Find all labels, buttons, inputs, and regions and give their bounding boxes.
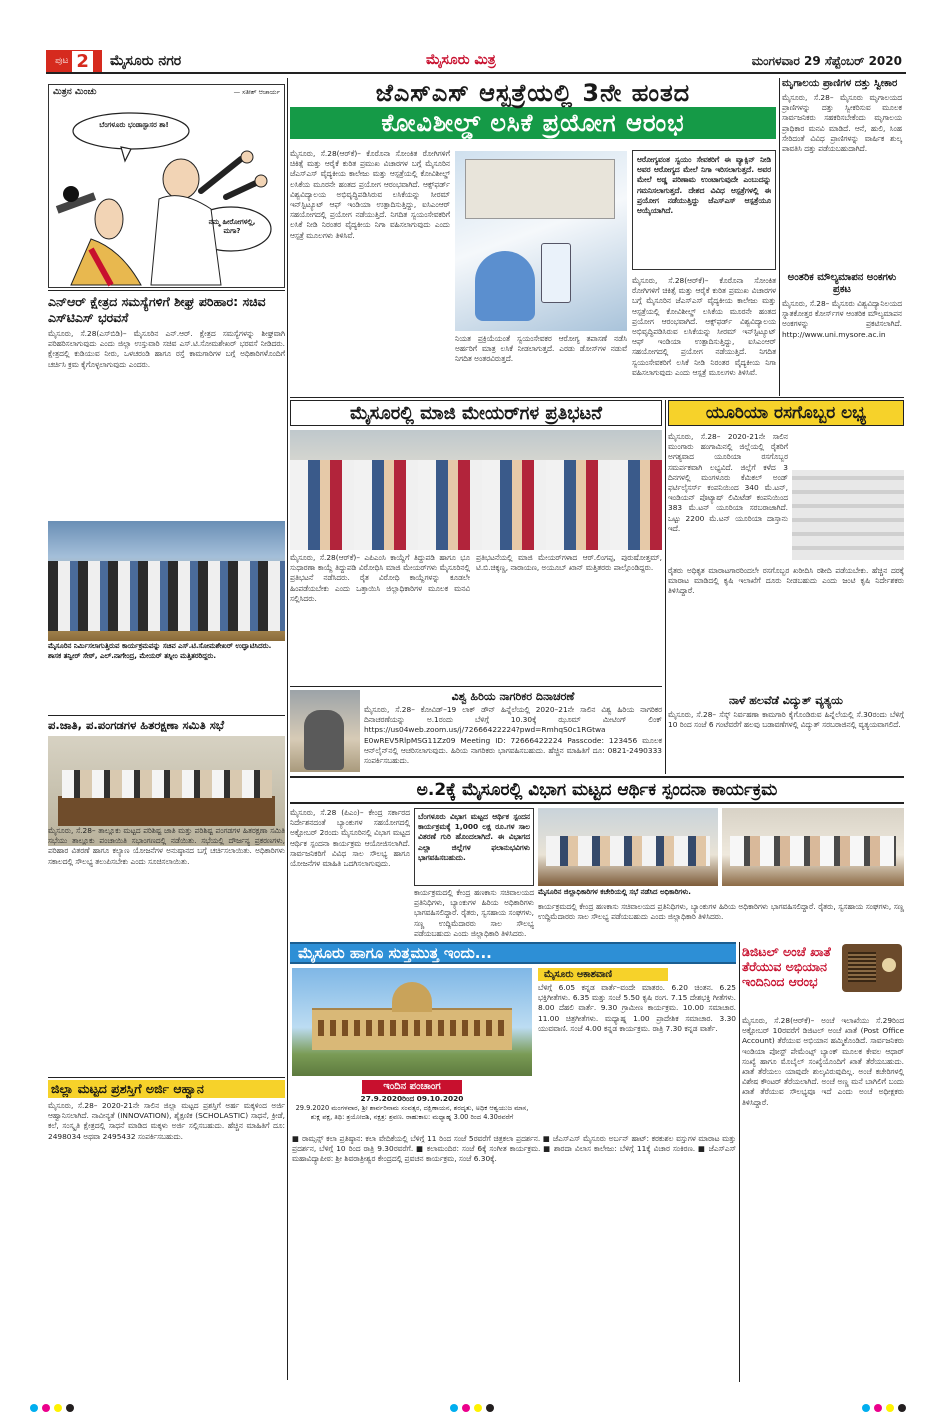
finance-caption: ಮೈಸೂರಿನ ಜಿಲ್ಲಾಧಿಕಾರಿಗಳ ಕಚೇರಿಯಲ್ಲಿ ಸಭೆ ನಡೆಸಿದ ಅಧಿಕಾರಿಗಳು. (538, 888, 691, 896)
award-headline: ಜಿಲ್ಲಾ ಮಟ್ಟದ ಪ್ರಶಸ್ತಿಗೆ ಅರ್ಜಿ ಆಹ್ವಾನ (48, 1080, 285, 1098)
officials-at-table (546, 836, 710, 866)
divider-h-5 (48, 1077, 285, 1078)
gloved-hand (475, 251, 535, 321)
elders-body: ಮೈಸೂರು, ಸೆ.28– ಕೋವಿಡ್–19 ಲಾಕ್ ಡೌನ್ ಹಿನ್ನೆಲೆಯಲ್ಲಿ 2020–21ನೇ ಸಾಲಿನ ವಿಶ್ವ ಹಿರಿಯ ನಾಗರಿಕರ ದಿನಾಚರಣೆಯನ್ನು ಅ.1ರಂದು ಬೆಳಿಗ್ಗೆ 10.30ಕ್ಕೆ ಝೂಮ್ ಮೀಟಿಂಗ್ ಲಿಂಕ್ https://us04web.zoom.us/j/72666422224?pwd=RmhqS0c1RGtwa E0wREV5RlpMSG11Zz09 Meeting ID: 72666422224 Passcode: 123456 ಮೂಲಕ ಆನ್‌ಲೈನ್‌ನಲ್ಲಿ ಆಚರಿಸಲಾಗುವುದು. ಹಿರಿಯ ನಾಗರಿಕರು ಭಾಗವಹಿಸಬಹುದು. ಹೆಚ್ಚಿನ ಮಾಹಿತಿಗೆ ದೂ: 0821-2490333 ಸಂಪರ್ಕಿಸಬಹುದು. (364, 705, 662, 766)
assessment-headline: ಅಂತರಿಕ ಮೌಲ್ಯಮಾಪನ ಅಂಕಗಳು ಪ್ರಕಟ (787, 272, 897, 295)
lead-sidebox: ಆರೋಗ್ಯವಂತ ಸ್ವಯಂ ಸೇವಕರಿಗೆ ಈ ವ್ಯಾಕ್ಸಿನ್ ನೀಡಿ ಅವರ ಆರೋಗ್ಯದ ಮೇಲೆ ನಿಗಾ ಇರಿಸಲಾಗುತ್ತದೆ. ಅವರ ಮೇಲೆ ಅಡ್ಡ ಪರಿಣಾಮ ಉಂಟಾಗುವುದೇ ಎಂಬುದನ್ನು ಗಮನಿಸಲಾಗುತ್ತದೆ. ದೇಶದ ವಿವಿಧ ಆಸ್ಪತ್ರೆಗಳಲ್ಲಿ ಈ ಪ್ರಯೋಗ ನಡೆಯುತ್ತಿದ್ದು ಜೆಎಸ್‌ಎಸ್ ಆಸ್ಪತ್ರೆಯೂ ಆಯ್ಕೆಯಾಗಿದೆ. (632, 150, 776, 270)
lead-headline-2: ಕೋವಿಶೀಲ್ಡ್ ಲಸಿಕೆ ಪ್ರಯೋಗ ಆರಂಭ (290, 107, 776, 139)
masthead (46, 50, 906, 74)
attendees (62, 770, 272, 798)
vaccine-vial (541, 243, 571, 303)
nr-headline: ಎನ್‌ಆರ್ ಕ್ಷೇತ್ರದ ಸಮಸ್ಯೆಗಳಿಗೆ ಶೀಘ್ರ ಪರಿಹಾರ: ಸಚಿವ ಎಸ್‌ಟಿಎಸ್ ಭರವಸೆ (48, 294, 266, 325)
award-story (48, 1080, 285, 1380)
print-marks-left (30, 1404, 74, 1412)
radio-speaker (848, 952, 876, 982)
zoo-adoption-headline: ಮೃಗಾಲಯ ಪ್ರಾಣಿಗಳ ದತ್ತು ಸ್ವೀಕಾರ (782, 78, 898, 89)
finance-body-2: ಕಾರ್ಯಕ್ರಮದಲ್ಲಿ ಕೇಂದ್ರ ಹಣಕಾಸು ಸಚಿವಾಲಯದ ಪ್ರತಿನಿಧಿಗಳು, ಬ್ಯಾಂಕುಗಳ ಹಿರಿಯ ಅಧಿಕಾರಿಗಳು ಭಾಗವಹಿಸಲಿದ್ದಾರೆ. ರೈತರು, ಸ್ವಸಹಾಯ ಸಂಘಗಳು, ಸಣ್ಣ ಉದ್ದಿಮೆದಾರರು ಸಾಲ ಸೌಲಭ್ಯ ಪಡೆಯಬಹುದು ಎಂದು ಜಿಲ್ಲಾಧಿಕಾರಿ ತಿಳಿಸಿದರು. (414, 888, 534, 938)
protest-body-2: ಪ್ರತಿಭಟನೆಯಲ್ಲಿ ಮಾಜಿ ಮೇಯರ್‌ಗಳಾದ ಆರ್.ಲಿಂಗಪ್ಪ, ಪುರುಷೋತ್ತಮ್, ಟಿ.ಬಿ.ಚಿಕ್ಕಣ್ಣ, ನಾರಾಯಣ, ಅಯೂಬ್ ಖಾನ್ ಮತ್ತಿತರರು ಪಾಲ್ಗೊಂಡಿದ್ದರು. (476, 553, 662, 573)
finance-body-3: ಕಾರ್ಯಕ್ರಮದಲ್ಲಿ ಕೇಂದ್ರ ಹಣಕಾಸು ಸಚಿವಾಲಯದ ಪ್ರತಿನಿಧಿಗಳು, ಬ್ಯಾಂಕುಗಳ ಹಿರಿಯ ಅಧಿಕಾರಿಗಳು ಭಾಗವಹಿಸಲಿದ್ದಾರೆ. ರೈತರು, ಸ್ವಸಹಾಯ ಸಂಘಗಳು, ಸಣ್ಣ ಉದ್ದಿಮೆದಾರರು ಸಾಲ ಸೌಲಭ್ಯ ಪಡೆಯಬಹುದು ಎಂದು ಜಿಲ್ಲಾಧಿಕಾರಿ ತಿಳಿಸಿದರು. (538, 902, 904, 922)
protest-body: ಮೈಸೂರು, ಸೆ.28(ಆರ್‌ಕೆ)– ಎಪಿಎಂಸಿ ಕಾಯ್ದೆಗೆ ತಿದ್ದುಪಡಿ ಹಾಗೂ ಭೂ ಸುಧಾರಣಾ ಕಾಯ್ದೆ ತಿದ್ದುಪಡಿ ವಿರೋಧಿಸಿ ಮಾಜಿ ಮೇಯರ್‌ಗಳು ಮೈಸೂರಿನಲ್ಲಿ ಪ್ರತಿಭಟನೆ ನಡೆಸಿದರು. ರೈತ ವಿರೋಧಿ ಕಾಯ್ದೆಗಳನ್ನು ಕೂಡಲೇ ಹಿಂಪಡೆಯಬೇಕು ಎಂದು ಒತ್ತಾಯಿಸಿ ಜಿಲ್ಲಾಧಿಕಾರಿಗಳ ಮೂಲಕ ಮನವಿ ಸಲ್ಲಿಸಿದರು. (290, 553, 470, 603)
page-label: ಪುಟ (55, 56, 69, 66)
paper-name: ಮೈಸೂರು ಮಿತ್ರ (426, 52, 496, 68)
cyan-dot (862, 1404, 870, 1412)
palace-dome (392, 982, 432, 1012)
lead-body-2: ನಿಯತ ಪ್ರಕ್ರಿಯೆಯಂತೆ ಸ್ವಯಂಸೇವಕರ ಆರೋಗ್ಯ ತಪಾಸಣೆ ನಡೆಸಿ ಅರ್ಹರಿಗೆ ಮಾತ್ರ ಲಸಿಕೆ ನೀಡಲಾಗುತ್ತದೆ. ಎರಡು ಡೋಸ್‌ಗಳ ನಡುವೆ ನಿಗದಿತ ಅಂತರವಿರುತ್ತದೆ. (455, 334, 627, 364)
panchanga-title: ಇಂದಿನ ಪಂಚಾಂಗ (362, 1080, 462, 1094)
postal-headline: ಡಿಜಿಟಲ್ ಅಂಚೆ ಖಾತೆ ತೆರೆಯುವ ಅಭಿಯಾನ ಇಂದಿನಿಂದ ಆರಂಭ (742, 944, 831, 989)
black-dot (66, 1404, 74, 1412)
divider-h-3 (48, 715, 285, 716)
assessment-body: ಮೈಸೂರು, ಸೆ.28– ಮೈಸೂರು ವಿಶ್ವವಿದ್ಯಾನಿಲಯದ ಸ್ನಾತಕೋತ್ತರ ಕೋರ್ಸ್‌ಗಳ ಆಂತರಿಕ ಮೌಲ್ಯಮಾಪನ ಅಂಕಗಳನ್ನು ಪ್ರಕಟಿಸಲಾಗಿದೆ. http://www.uni.mysore.ac.in (782, 299, 902, 339)
elderly-couple (304, 710, 344, 770)
print-marks-right (862, 1404, 906, 1412)
cartoon-title: ಮಿತ್ರನ ಮಿಂಚು (53, 87, 97, 97)
lead-body: ಮೈಸೂರು, ಸೆ.28(ಆರ್‌ಕೆ)– ಕೊರೊನಾ ಸೋಂಕಿತ ರೋಗಿಗಳಿಗೆ ಚಿಕಿತ್ಸೆ ಮತ್ತು ಆರೈಕೆ ಕುರಿತ ಪ್ರಮುಖ ವಿಚಾರಗಳ ಬಗ್ಗೆ ಮೈಸೂರಿನ ಜೆಎಸ್‌ಎಸ್ ವೈದ್ಯಕೀಯ ಕಾಲೇಜು ಮತ್ತು ಆಸ್ಪತ್ರೆಯಲ್ಲಿ ಕೋವಿಶೀಲ್ಡ್ ಲಸಿಕೆಯ ಮೂರನೇ ಹಂತದ ಪ್ರಯೋಗ ಆರಂಭವಾಗಿದೆ. ಆಕ್ಸ್‌ಫರ್ಡ್ ವಿಶ್ವವಿದ್ಯಾಲಯ ಅಭಿವೃದ್ಧಿಪಡಿಸಿರುವ ಲಸಿಕೆಯನ್ನು ಸೀರಮ್ ಇನ್‌ಸ್ಟಿಟ್ಯೂಟ್ ಆಫ್ ಇಂಡಿಯಾ ಉತ್ಪಾದಿಸುತ್ತಿದ್ದು, ಐಸಿಎಂಆರ್ ಸಹಯೋಗದಲ್ಲಿ ಪ್ರಯೋಗ ನಡೆಯುತ್ತಿದೆ. ನಿಗದಿತ ಸ್ವಯಂಸೇವಕರಿಗೆ ಲಸಿಕೆ ನೀಡಿ ನಿರಂತರ ವೈದ್ಯಕೀಯ ನಿಗಾ ವಹಿಸಲಾಗುವುದು ಎಂದು ಆಸ್ಪತ್ರೆ ಮೂಲಗಳು ತಿಳಿಸಿವೆ. (290, 149, 450, 240)
magenta-dot (42, 1404, 50, 1412)
nr-constituency-story (48, 294, 285, 639)
zoo-adoption-body: ಮೈಸೂರು, ಸೆ.28– ಮೈಸೂರು ಮೃಗಾಲಯದ ಪ್ರಾಣಿಗಳನ್ನು ದತ್ತು ಸ್ವೀಕರಿಸುವ ಮೂಲಕ ಸಾರ್ವಜನಿಕರು ಸಹಕರಿಸಬೇಕೆಂದು ಮೃಗಾಲಯ ಪ್ರಾಧಿಕಾರ ಮನವಿ ಮಾಡಿದೆ. ಆನೆ, ಹುಲಿ, ಸಿಂಹ ಸೇರಿದಂತೆ ವಿವಿಧ ಪ್ರಾಣಿಗಳನ್ನು ವಾರ್ಷಿಕ ಶುಲ್ಕ ಪಾವತಿಸಿ ದತ್ತು ಪಡೆಯಬಹುದಾಗಿದೆ. (782, 93, 902, 154)
officials-meeting (730, 836, 896, 866)
protest-photo (290, 430, 662, 550)
magenta-dot (874, 1404, 882, 1412)
finance-photo-1 (538, 808, 718, 886)
finance-headline-box (290, 776, 904, 804)
radio-schedule: ಬೆಳಿಗ್ಗೆ 6.05 ಕನ್ನಡ ವಾರ್ತೆ–ವಂದೇ ಮಾತರಂ. 6.20 ಚಿಂತನ. 6.25 ಭಕ್ತಿಗೀತೆಗಳು. 6.35 ಮತ್ತು ಸಂಜೆ 5.50 ಕೃಷಿ ರಂಗ. 7.15 ದೇಶಭಕ್ತಿ ಗೀತೆಗಳು. 8.00 ದೆಹಲಿ ವಾರ್ತೆ. 9.30 ಗ್ರಾಮೀಣ ಕಾರ್ಯಕ್ರಮ. 10.00 ಸಮಾಚಾರ. 11.00 ಚಿತ್ರಗೀತೆಗಳು. ಮಧ್ಯಾಹ್ನ 1.00 ಪ್ರಾದೇಶಿಕ ಸಮಾಚಾರ. 3.30 ಯುವವಾಣಿ. ಸಂಜೆ 4.00 ಕನ್ನಡ ಕಾರ್ಯಕ್ರಮ. ರಾತ್ರಿ 7.30 ಕನ್ನಡ ವಾರ್ತೆ. (538, 983, 736, 1033)
section-name: ಮೈಸೂರು ನಗರ (110, 53, 182, 69)
protest-headline: ಮೈಸೂರಲ್ಲಿ ಮಾಜಿ ಮೇಯರ್‌ಗಳ ಪ್ರತಿಭಟನೆ (349, 402, 603, 424)
issue-date: ಮಂಗಳವಾರ 29 ಸೆಪ್ಟೆಂಬರ್ 2020 (751, 54, 902, 68)
radio-dial (882, 958, 896, 972)
magenta-dot (462, 1404, 470, 1412)
cyan-dot (30, 1404, 38, 1412)
power-story (668, 694, 904, 772)
divider-v-2 (779, 78, 780, 396)
finance-headline: ಅ.2ಕ್ಕೆ ಮೈಸೂರಲ್ಲಿ ವಿಭಾಗ ಮಟ್ಟದ ಆರ್ಥಿಕ ಸ್ಪಂದನಾ ಕಾರ್ಯಕ್ರಮ (416, 780, 778, 800)
protest-headline-box (290, 400, 662, 426)
yellow-dot (474, 1404, 482, 1412)
panchanga-date-range: 27.9.2020ರಿಂದ 09.10.2020 (360, 1094, 464, 1103)
radio-photo (842, 944, 902, 992)
urea-headline-box (668, 400, 904, 426)
divider-v-1 (287, 78, 288, 1380)
palace-windows (318, 1020, 506, 1036)
panchanga-box (292, 1080, 532, 1130)
lead-body-3: ಮೈಸೂರು, ಸೆ.28(ಆರ್‌ಕೆ)– ಕೊರೊನಾ ಸೋಂಕಿತ ರೋಗಿಗಳಿಗೆ ಚಿಕಿತ್ಸೆ ಮತ್ತು ಆರೈಕೆ ಕುರಿತ ಪ್ರಮುಖ ವಿಚಾರಗಳ ಬಗ್ಗೆ ಮೈಸೂರಿನ ಜೆಎಸ್‌ಎಸ್ ವೈದ್ಯಕೀಯ ಕಾಲೇಜು ಮತ್ತು ಆಸ್ಪತ್ರೆಯಲ್ಲಿ ಕೋವಿಶೀಲ್ಡ್ ಲಸಿಕೆಯ ಮೂರನೇ ಹಂತದ ಪ್ರಯೋಗ ಆರಂಭವಾಗಿದೆ. ಆಕ್ಸ್‌ಫರ್ಡ್ ವಿಶ್ವವಿದ್ಯಾಲಯ ಅಭಿವೃದ್ಧಿಪಡಿಸಿರುವ ಲಸಿಕೆಯನ್ನು ಸೀರಮ್ ಇನ್‌ಸ್ಟಿಟ್ಯೂಟ್ ಆಫ್ ಇಂಡಿಯಾ ಉತ್ಪಾದಿಸುತ್ತಿದ್ದು, ಐಸಿಎಂಆರ್ ಸಹಯೋಗದಲ್ಲಿ ಪ್ರಯೋಗ ನಡೆಯುತ್ತಿದೆ. ನಿಗದಿತ ಸ್ವಯಂಸೇವಕರಿಗೆ ಲಸಿಕೆ ನೀಡಿ ನಿರಂತರ ವೈದ್ಯಕೀಯ ನಿಗಾ ವಹಿಸಲಾಗುವುದು ಎಂದು ಆಸ್ಪತ್ರೆ ಮೂಲಗಳು ತಿಳಿಸಿವೆ. (632, 276, 776, 377)
right-top-column (782, 78, 902, 396)
cartoon-artist: — ಸತೀಶ್ ಆಚಾರ್ಯ (233, 88, 280, 96)
award-body: ಮೈಸೂರು, ಸೆ.28– 2020-21ನೇ ಸಾಲಿನ ಜಿಲ್ಲಾ ಮಟ್ಟದ ಪ್ರಶಸ್ತಿಗೆ ಅರ್ಹ ಮಕ್ಕಳಿಂದ ಅರ್ಜಿ ಆಹ್ವಾನಿಸಲಾಗಿದೆ. ನಾವೀನ್ಯತೆ (INNOVATION), ಶೈಕ್ಷಣಿಕ (SCHOLASTIC) ಸಾಧನೆ, ಕ್ರೀಡೆ, ಕಲೆ, ಸಂಸ್ಕೃತಿ ಕ್ಷೇತ್ರದಲ್ಲಿ ಸಾಧನೆ ಮಾಡಿದ ಮಕ್ಕಳು ಅರ್ಜಿ ಸಲ್ಲಿಸಬಹುದು. ಹೆಚ್ಚಿನ ಮಾಹಿತಿಗೆ ದೂ: 2498034 ಅಥವಾ 2495432 ಸಂಪರ್ಕಿಸಬಹುದು. (48, 1101, 285, 1141)
page-badge (46, 50, 102, 72)
elders-photo (290, 690, 360, 772)
events-listing: ■ ರಾಮ್ಸನ್ಸ್ ಕಲಾ ಪ್ರತಿಷ್ಠಾನ: ಕಲಾ ವೇದಿಕೆಯಲ್ಲಿ ಬೆಳಿಗ್ಗೆ 11 ರಿಂದ ಸಂಜೆ 5ರವರೆಗೆ ಚಿತ್ರಕಲಾ ಪ್ರದರ್ಶನ. ■ ಜೆಎಸ್‌ಎಸ್ ಮೈಸೂರು ಅರ್ಬನ್ ಹಾಟ್: ಕರಕುಶಲ ವಸ್ತುಗಳ ಮಾರಾಟ ಮತ್ತು ಪ್ರದರ್ಶನ, ಬೆಳಿಗ್ಗೆ 10 ರಿಂದ ರಾತ್ರಿ 9.30ರವರೆಗೆ. ■ ಕಲಾಮಂದಿರ: ಸಂಜೆ 6ಕ್ಕೆ ಸಂಗೀತ ಕಾರ್ಯಕ್ರಮ. ■ ಶಾರದಾ ವಿಲಾಸ ಕಾಲೇಜು: ಬೆಳಿಗ್ಗೆ 11ಕ್ಕೆ ವಿಚಾರ ಸಂಕಿರಣ. ■ ಜೆಎಸ್‌ಎಸ್ ಮಹಾವಿದ್ಯಾಪೀಠ: ಶ್ರೀ ಶಿವರಾತ್ರೀಶ್ವರ ಕೇಂದ್ರದಲ್ಲಿ ಪ್ರವಚನ ಕಾರ್ಯಕ್ರಮ, ಸಂಜೆ 6.30ಕ್ಕೆ. (292, 1134, 736, 1164)
vaccine-photo (455, 151, 627, 331)
divider-v-3 (665, 400, 666, 774)
page-number: 2 (72, 51, 93, 72)
cartoon-bubble-2: ನಮ್ಮ ಹೀರೋಗಳಲ್ಲಿ, ಮಗಾ? (208, 218, 256, 235)
nr-photo (48, 521, 285, 641)
sc-st-body: ಮೈಸೂರು, ಸೆ.28– ತಾಲ್ಲೂಕು ಮಟ್ಟದ ಪರಿಶಿಷ್ಟ ಜಾತಿ ಮತ್ತು ಪರಿಶಿಷ್ಟ ಪಂಗಡಗಳ ಹಿತರಕ್ಷಣಾ ಸಮಿತಿ ಸಭೆಯು ತಾಲ್ಲೂಕು ಪಂಚಾಯಿತಿ ಸಭಾಂಗಣದಲ್ಲಿ ನಡೆಯಿತು. ಸಭೆಯಲ್ಲಿ ದೌರ್ಜನ್ಯ ಪ್ರಕರಣಗಳು, ಪರಿಹಾರ ವಿತರಣೆ ಹಾಗೂ ಕಲ್ಯಾಣ ಯೋಜನೆಗಳ ಅನುಷ್ಠಾನದ ಬಗ್ಗೆ ಚರ್ಚಿಸಲಾಯಿತು. ಅಧಿಕಾರಿಗಳು ಸಕಾಲದಲ್ಲಿ ಸೌಲಭ್ಯ ತಲುಪಿಸಬೇಕು ಎಂದು ಸೂಚಿಸಲಾಯಿತು. (48, 826, 285, 866)
meeting-table (58, 796, 275, 826)
nr-photo-caption: ಮೈಸೂರಿನ ನಿರ್ಮಿಸಲಾಗುತ್ತಿರುವ ಕಾರ್ಯಕ್ರಮವನ್ನು ಸಚಿವ ಎಸ್.ಟಿ.ಸೋಮಶೇಖರ್ ಉದ್ಘಾಟಿಸಿದರು. ಶಾಸಕ ತನ್ವೀರ್ ಸೇಠ್, ಎಲ್.ನಾಗೇಂದ್ರ, ಮೇಯರ್ ತಸ್ನೀಂ ಮತ್ತಿತರರಿದ್ದರು. (48, 642, 272, 660)
divider-v-4 (739, 942, 740, 1382)
urea-body: ಮೈಸೂರು, ಸೆ.28– 2020-21ನೇ ಸಾಲಿನ ಮುಂಗಾರು ಹಂಗಾಮಿನಲ್ಲಿ ಜಿಲ್ಲೆಯಲ್ಲಿ ರೈತರಿಗೆ ಅಗತ್ಯವಾದ ಯೂರಿಯಾ ರಸಗೊಬ್ಬರ ಸಮರ್ಪಕವಾಗಿ ಲಭ್ಯವಿದೆ. ಜಿಲ್ಲೆಗೆ ಕಳೆದ 3 ದಿನಗಳಲ್ಲಿ ಮಂಗಳೂರು ಕೆಮಿಕಲ್ ಅಂಡ್ ಫರ್ಟಿಲೈಸರ್ಸ್ ಕಂಪನಿಯಿಂದ 340 ಮೆ.ಟನ್, ಇಂಡಿಯನ್ ಪೊಟ್ಯಾಷ್ ಲಿಮಿಟೆಡ್ ಕಂಪನಿಯಿಂದ 383 ಮೆ.ಟನ್ ಯೂರಿಯಾ ಸರಬರಾಜಾಗಿದೆ. ಒಟ್ಟು 2200 ಮೆ.ಟನ್ ಯೂರಿಯಾ ದಾಸ್ತಾನು ಇದೆ. (668, 432, 788, 533)
today-banner-text: ಮೈಸೂರು ಹಾಗೂ ಸುತ್ತಮುತ್ತ ಇಂದು... (298, 944, 492, 962)
hospital-building (465, 159, 615, 219)
cartoon-box (48, 84, 285, 288)
crowd (48, 561, 285, 631)
finance-photo-2 (722, 808, 904, 886)
power-headline: ನಾಳೆ ಹಲವೆಡೆ ವಿದ್ಯುತ್ ವ್ಯತ್ಯಯ (729, 694, 843, 707)
radio-title: ಮೈಸೂರು ಆಕಾಶವಾಣಿ (538, 968, 668, 981)
divider-h-4 (290, 686, 662, 687)
fertilizer-photo (792, 470, 904, 560)
finance-body: ಮೈಸೂರು, ಸೆ.28 (ಪಿಎಂ)– ಕೇಂದ್ರ ಸರ್ಕಾರದ ನಿರ್ದೇಶನದಂತೆ ಬ್ಯಾಂಕುಗಳ ಸಹಯೋಗದಲ್ಲಿ ಅಕ್ಟೋಬರ್ 2ರಂದು ಮೈಸೂರಿನಲ್ಲಿ ವಿಭಾಗ ಮಟ್ಟದ ಆರ್ಥಿಕ ಸ್ಪಂದನಾ ಕಾರ್ಯಕ್ರಮ ಆಯೋಜಿಸಲಾಗಿದೆ. ಸಾರ್ವಜನಿಕರಿಗೆ ವಿವಿಧ ಸಾಲ ಸೌಲಭ್ಯ ಹಾಗೂ ಯೋಜನೆಗಳ ಮಾಹಿತಿ ಒದಗಿಸಲಾಗುವುದು. (290, 808, 410, 869)
postal-story (742, 944, 904, 1382)
yellow-dot (886, 1404, 894, 1412)
elders-headline: ವಿಶ್ವ ಹಿರಿಯ ನಾಗರಿಕರ ದಿನಾಚರಣೆ (451, 690, 575, 703)
lead-headline-box (290, 79, 776, 143)
urea-body-2: ರೈತರು ಅಧಿಕೃತ ಮಾರಾಟಗಾರರಿಂದಲೇ ರಸಗೊಬ್ಬರ ಖರೀದಿಸಿ ರಶೀದಿ ಪಡೆಯಬೇಕು. ಹೆಚ್ಚಿನ ದರಕ್ಕೆ ಮಾರಾಟ ಮಾಡಿದಲ್ಲಿ ಕೃಷಿ ಇಲಾಖೆಗೆ ದೂರು ನೀಡಬಹುದು ಎಂದು ಜಂಟಿ ಕೃಷಿ ನಿರ್ದೇಶಕರು ತಿಳಿಸಿದ್ದಾರೆ. (668, 566, 904, 596)
cyan-dot (450, 1404, 458, 1412)
radio-box (538, 968, 736, 1130)
power-body: ಮೈಸೂರು, ಸೆ.28– ಸೆಸ್ಕ್ ನಿರ್ವಹಣಾ ಕಾಮಗಾರಿ ಕೈಗೊಂಡಿರುವ ಹಿನ್ನೆಲೆಯಲ್ಲಿ ಸೆ.30ರಂದು ಬೆಳಿಗ್ಗೆ 10 ರಿಂದ ಸಂಜೆ 6 ಗಂಟೆವರೆಗೆ ಹಲವು ಬಡಾವಣೆಗಳಲ್ಲಿ ವಿದ್ಯುತ್ ಸರಬರಾಜಿನಲ್ಲಿ ವ್ಯತ್ಯಯವಾಗಲಿದೆ. (668, 710, 904, 730)
black-dot (486, 1404, 494, 1412)
finance-quote: ಬೆಂಗಳೂರು ವಿಭಾಗ ಮಟ್ಟದ ಆರ್ಥಿಕ ಸ್ಪಂದನ ಕಾರ್ಯಕ್ರಮಕ್ಕೆ 1,000 ಲಕ್ಷ ರೂ.ಗಳ ಸಾಲ ವಿತರಣೆ ಗುರಿ ಹೊಂದಲಾಗಿದೆ. ಈ ವಿಭಾಗದ ಎಲ್ಲಾ ಜಿಲ್ಲೆಗಳ ಫಲಾನುಭವಿಗಳು ಭಾಗವಹಿಸಬಹುದು. (414, 808, 534, 886)
divider-h-2 (290, 397, 904, 398)
today-banner (290, 942, 736, 964)
panchanga-text: 29.9.2020 ಮಂಗಳವಾರ, ಶ್ರೀ ಶಾರ್ವರಿನಾಮ ಸಂವತ್ಸರ, ದಕ್ಷಿಣಾಯನ, ಶರದೃತು, ಅಧಿಕ ಆಶ್ವಯುಜ ಮಾಸ, ಶುಕ್ಲ ಪಕ್ಷ, ತಿಥಿ: ತ್ರಯೋದಶಿ, ನಕ್ಷತ್ರ: ಶ್ರವಣ. ರಾಹುಕಾಲ: ಮಧ್ಯಾಹ್ನ 3.00 ರಿಂದ 4.30ರವರೆಗೆ (295, 1104, 529, 1121)
protesters (290, 460, 662, 550)
urea-headline: ಯೂರಿಯಾ ರಸಗೊಬ್ಬರ ಲಭ್ಯ (705, 403, 867, 423)
divider-h-1 (48, 290, 285, 291)
nr-body: ಮೈಸೂರು, ಸೆ.28(ಎಸ್‌ಬಿಡಿ)– ಮೈಸೂರಿನ ಎನ್.ಆರ್. ಕ್ಷೇತ್ರದ ಸಮಸ್ಯೆಗಳನ್ನು ಶೀಘ್ರವಾಗಿ ಪರಿಹರಿಸಲಾಗುವುದು ಎಂದು ಜಿಲ್ಲಾ ಉಸ್ತುವಾರಿ ಸಚಿವ ಎಸ್.ಟಿ.ಸೋಮಶೇಖರ್ ಭರವಸೆ ನೀಡಿದರು. ಕ್ಷೇತ್ರದಲ್ಲಿ ಕುಡಿಯುವ ನೀರು, ಒಳಚರಂಡಿ ಹಾಗೂ ರಸ್ತೆ ಕಾಮಗಾರಿಗಳ ಬಗ್ಗೆ ಅಧಿಕಾರಿಗಳೊಂದಿಗೆ ಚರ್ಚಿಸಿ ಕ್ರಮ ಕೈಗೊಳ್ಳಲಾಗುವುದು ಎಂದರು. (48, 329, 285, 369)
postal-body: ಮೈಸೂರು, ಸೆ.28(ಆರ್‌ಕೆ)– ಅಂಚೆ ಇಲಾಖೆಯು ಸೆ.29ರಿಂದ ಅಕ್ಟೋಬರ್ 10ರವರೆಗೆ ಡಿಜಿಟಲ್ ಅಂಚೆ ಖಾತೆ (Post Office Account) ತೆರೆಯುವ ಅಭಿಯಾನ ಹಮ್ಮಿಕೊಂಡಿದೆ. ಸಾರ್ವಜನಿಕರು ಇಂಡಿಯಾ ಪೋಸ್ಟ್ ಪೇಮೆಂಟ್ಸ್ ಬ್ಯಾಂಕ್ ಮೂಲಕ ಕೇವಲ ಆಧಾರ್ ಸಂಖ್ಯೆ ಹಾಗೂ ಮೊಬೈಲ್ ಸಂಖ್ಯೆಯೊಂದಿಗೆ ಖಾತೆ ತೆರೆಯಬಹುದು. ಖಾತೆ ತೆರೆಯಲು ಯಾವುದೇ ಶುಲ್ಕವಿರುವುದಿಲ್ಲ. ಅಂಚೆ ಕಚೇರಿಗಳಲ್ಲಿ ವಿಶೇಷ ಕೌಂಟರ್ ತೆರೆಯಲಾಗಿದೆ. ಅಂಚೆ ಅಣ್ಣ ಮನೆ ಬಾಗಿಲಿಗೆ ಬಂದು ಖಾತೆ ತೆರೆಯುವ ಸೌಲಭ್ಯವೂ ಇದೆ ಎಂದು ಅಂಚೆ ಅಧೀಕ್ಷಕರು ತಿಳಿಸಿದ್ದಾರೆ. (742, 1016, 904, 1107)
black-dot (898, 1404, 906, 1412)
sc-st-headline: ಪ.ಜಾತಿ, ಪ.ಪಂಗಡಗಳ ಹಿತರಕ್ಷಣಾ ಸಮಿತಿ ಸಭೆ (48, 718, 225, 732)
cartoon-bubble-1: ಬೆಂಗಳೂರು ಭಂಡಾಸ್ಟಾಸರ ಶಾ! (99, 121, 169, 129)
yellow-dot (54, 1404, 62, 1412)
print-marks-center (450, 1404, 494, 1412)
mysore-palace-photo (292, 968, 532, 1076)
lead-headline-1: ಜೆಎಸ್‌ಎಸ್ ಆಸ್ಪತ್ರೆಯಲ್ಲಿ 3ನೇ ಹಂತದ (375, 79, 691, 107)
